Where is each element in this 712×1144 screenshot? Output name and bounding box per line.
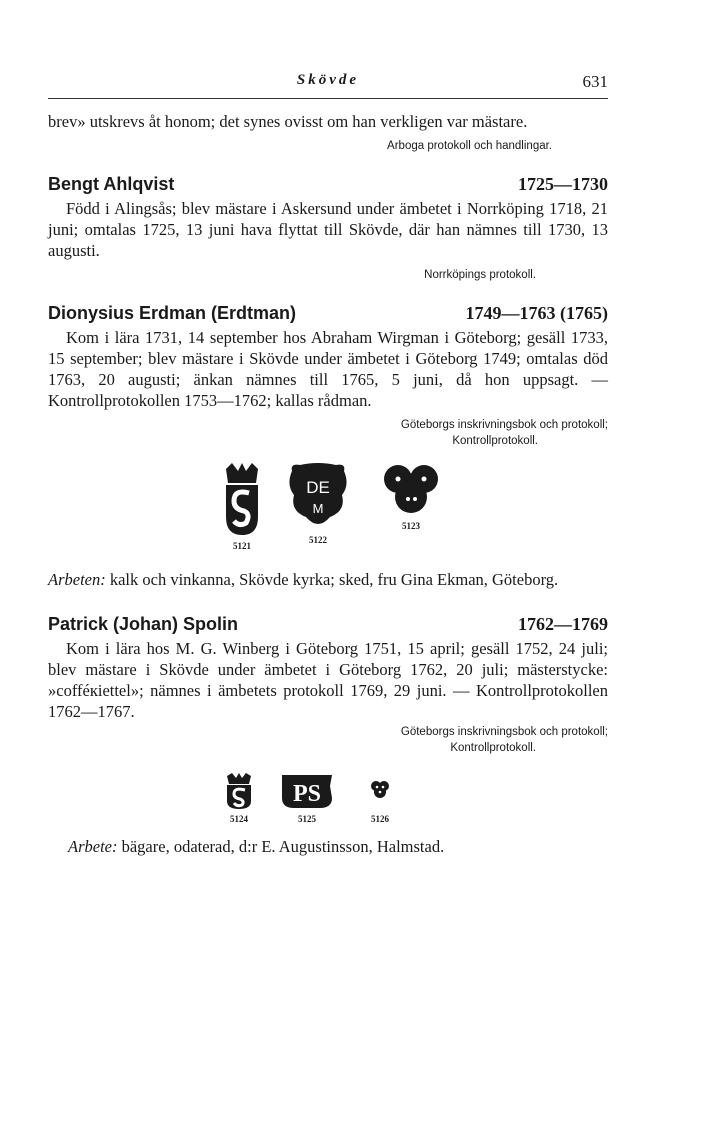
- entry-heading: [48, 174, 608, 195]
- entry-text: Kom i lära 1731, 14 september hos Abraham Wirgman i Göteborg; gesäll 1733, 15 september; blev mästare i Skövde under ämbetet i Göteborg 1749; omtalas död 1763, 20 augusti; änkan nämnes till 1765, 5 juni, då hon uppsagt. — Kontrollprotokollen 1753—1762; kallas rådman.: [48, 328, 608, 410]
- works-text: kalk och vinkanna, Skövde kyrka; sked, fru Gina Ekman, Göteborg.: [109, 570, 559, 589]
- entry-years: 1725—1730: [518, 174, 608, 194]
- running-title: Skövde: [296, 72, 360, 88]
- mark-number: 5121: [233, 541, 251, 551]
- entry-heading: [48, 303, 608, 324]
- mark-number: 5124: [230, 814, 248, 824]
- works-line: [48, 569, 608, 590]
- mark-letters: PS: [292, 781, 322, 807]
- mark-5124: [226, 772, 252, 824]
- mark-5125: [280, 772, 334, 824]
- mark-5122: [286, 461, 350, 551]
- works-label: Arbeten:: [48, 570, 106, 589]
- crown-s-small-mark-icon: [226, 772, 252, 810]
- works-text: bägare, odaterad, d:r E. Augustinsson, Halmstad.: [121, 837, 445, 856]
- small-three-lobe-mark-icon: [370, 772, 390, 810]
- entry-heading: [48, 614, 608, 635]
- entry-text: Född i Alingsås; blev mästare i Askersund under ämbetet i Norrköping 1718, 21 juni; omtalas 1725, 13 juni hava flyttat till Skövde, där han nämnes till 1730, 13 augusti.: [48, 199, 608, 260]
- entry-name: Dionysius Erdman (Erdtman): [48, 303, 297, 323]
- crown-s-mark-icon: [224, 461, 260, 537]
- entry-source-line2: Kontrollprotokoll.: [452, 435, 538, 447]
- mark-number: 5122: [309, 535, 327, 545]
- mark-number: 5123: [402, 521, 420, 531]
- entry-name: Bengt Ahlqvist: [48, 174, 175, 194]
- makers-marks: [226, 772, 608, 824]
- entry-name: Patrick (Johan) Spolin: [48, 614, 239, 634]
- ps-mark-icon: [280, 772, 334, 810]
- mark-number: 5125: [298, 814, 316, 824]
- intro-text: brev» utskrevs åt honom; det synes ovisst om han verkligen var mästare.: [48, 112, 528, 131]
- entry-source-line2: Kontrollprotokoll.: [450, 742, 536, 754]
- mark-5121: [224, 461, 260, 551]
- entry-source: Norrköpings protokoll.: [424, 269, 536, 281]
- entry-source-line1: Göteborgs inskrivningsbok och protokoll;: [400, 726, 608, 738]
- running-head: [48, 72, 608, 98]
- entry-text: Kom i lära hos M. G. Winberg i Göteborg 1751, 15 april; gesäll 1752, 24 juli; blev mästare i Skövde under ämbetet i Göteborg 1762, 20 juli; mästerstycke: »cofféкiettel»; nämnes i ämbetets protokoll 1769, 29 juni. — Kontrollprotokollen 1762—1767.: [48, 639, 608, 721]
- mark-number: 5126: [371, 814, 389, 824]
- intro-source: Arboga protokoll och handlingar.: [387, 140, 552, 152]
- works-label: Arbete:: [68, 837, 118, 856]
- mark-5126: [370, 772, 390, 824]
- de-m-mark-icon: [286, 461, 350, 531]
- entry-source-line1: Göteborgs inskrivningsbok och protokoll;: [400, 419, 608, 431]
- header-rule: [48, 98, 608, 99]
- page: [48, 72, 608, 857]
- entry-years: 1749—1763 (1765): [465, 303, 608, 323]
- makers-marks: [224, 461, 608, 551]
- mark-5123: [382, 461, 440, 551]
- mark-letter-bottom: M: [312, 501, 324, 516]
- entry-years: 1762—1769: [518, 614, 608, 634]
- page-number: 631: [582, 72, 608, 91]
- mark-letters-top: DE: [306, 478, 330, 497]
- three-lobe-mark-icon: [382, 461, 440, 517]
- works-line: [68, 836, 608, 857]
